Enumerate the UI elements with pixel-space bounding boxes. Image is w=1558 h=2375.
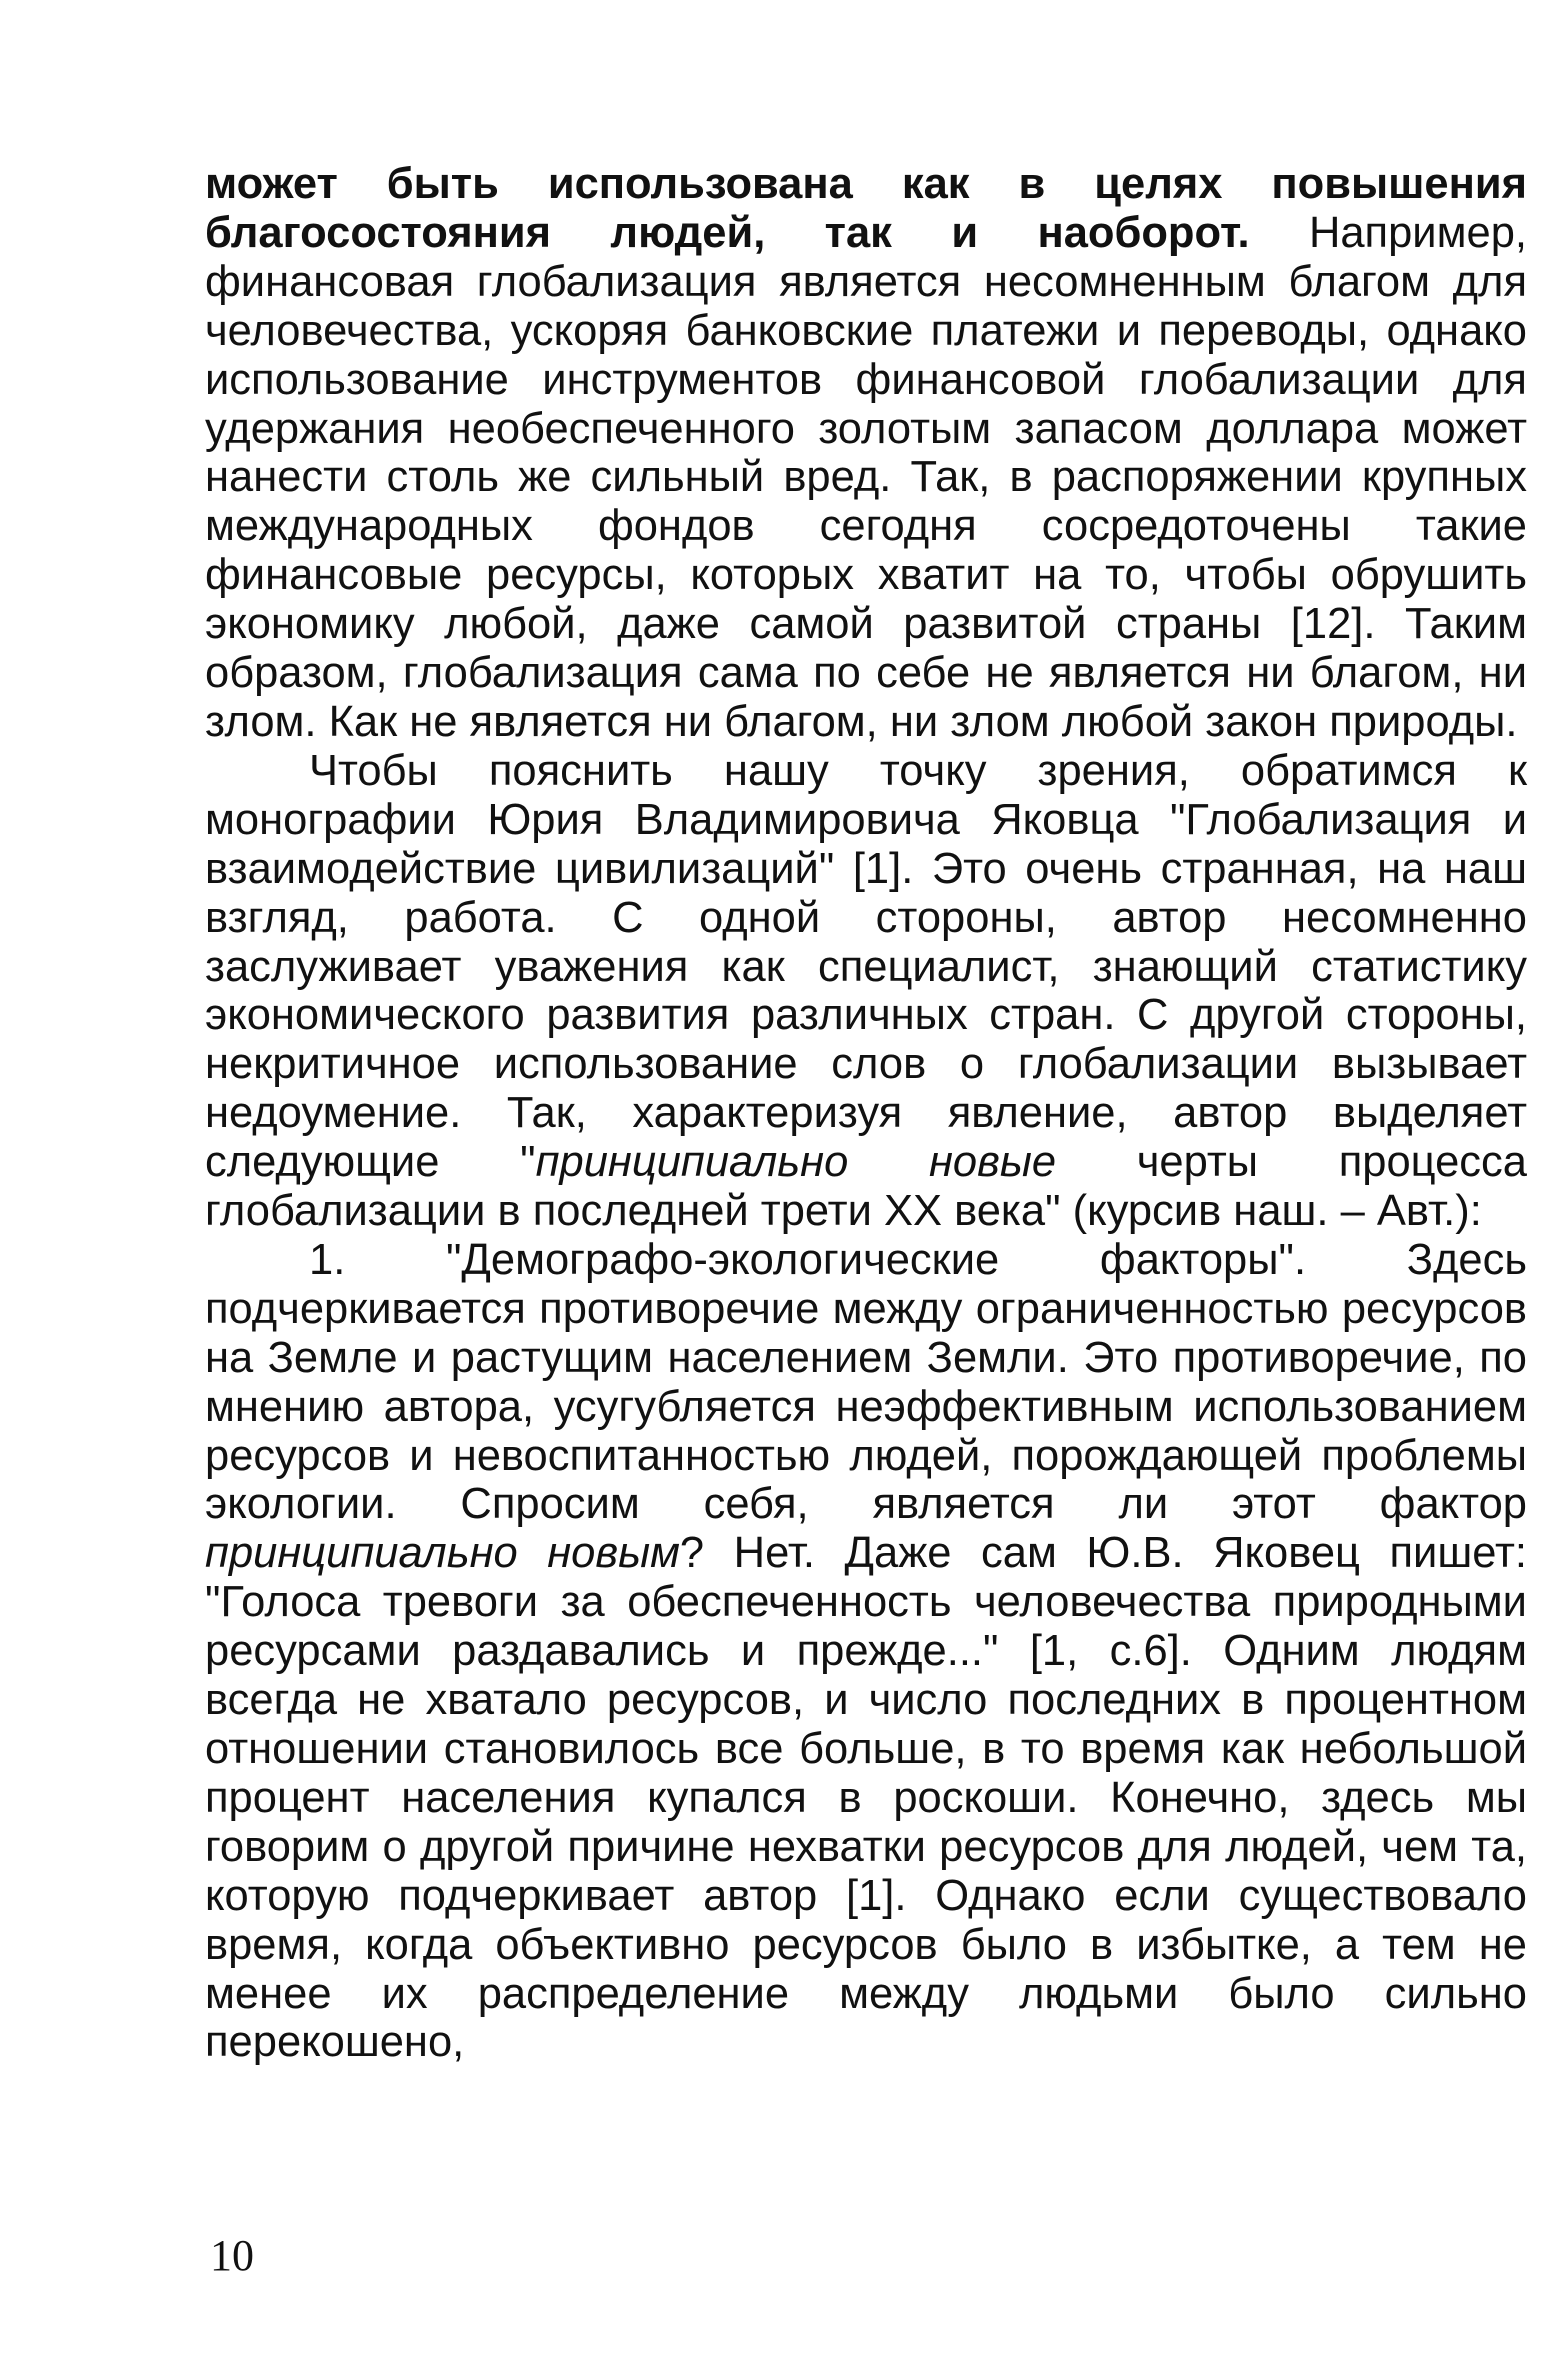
paragraph-2-text-b: черты процесса глобализации в последней трети XX века" (курсив наш. – Авт.): [205, 1138, 1527, 1236]
paragraph-2 [205, 747, 1527, 1236]
paragraph-1-text: Например, финансовая глобализация является несомненным благом для человечества, ускоряя банковские платежи и переводы, однако использование инструментов финансовой глобализации для удержания необеспеченного золотым запасом доллара может нанести столь же сильный вред. Так, в распоряжении крупных международных фондов сегодня сосредоточены такие финансовые ресурсы, которых хватит на то, чтобы обрушить экономику любой, даже самой развитой страны [12]. Таким образом, глобализация сама по себе не является ни благом, ни злом. Как не является ни благом, ни злом любой закон природы. [205, 208, 1527, 746]
paragraph-2-italic: принципиально новые [535, 1138, 1057, 1187]
paragraph-2-text-a: Чтобы пояснить нашу точку зрения, обратимся к монографии Юрия Владимировича Яковца "Глобализация и взаимодействие цивилизаций" [1]. Это очень странная, на наш взгляд, работа. С одной стороны, автор несомненно заслуживает уважения как специалист, знающий статистику экономического развития различных стран. С другой стороны, некритичное использование слов о глобализации вызывает недоумение. Так, характеризуя явление, автор выделяет следующие " [205, 746, 1527, 1187]
paragraph-3-text-b: ? Нет. Даже сам Ю.В. Яковец пишет: "Голоса тревоги за обеспеченность человечества природными ресурсами раздавались и прежде..." [1, с.6]. Одним людям всегда не хватало ресурсов, и число последних в процентном отношении становилось все больше, в то время как небольшой процент населения купался в роскоши. Конечно, здесь мы говорим о другой причине нехватки ресурсов для людей, чем та, которую подчеркивает автор [1]. Однако если существовало время, когда объективно ресурсов было в избытке, а тем не менее их распределение между людьми было сильно перекошено, [205, 1529, 1528, 2067]
body-text [205, 160, 1527, 2067]
paragraph-3-text-a: 1. "Демографо-экологические факторы". Здесь подчеркивается противоречие между ограниченностью ресурсов на Земле и растущим населением Земли. Это противоречие, по мнению автора, усугубляется неэффективным использованием ресурсов и невоспитанностью людей, порождающей проблемы экологии. Спросим себя, является ли этот фактор [205, 1235, 1527, 1529]
paragraph-1 [205, 160, 1527, 747]
page-number: 10 [210, 2231, 254, 2280]
paragraph-3-list-item-1 [205, 1236, 1527, 2067]
bold-lead-text: может быть использована как в целях повышения благосостояния людей, так и наоборот. [205, 160, 1527, 257]
paragraph-3-italic: принципиально новым [205, 1529, 680, 1578]
